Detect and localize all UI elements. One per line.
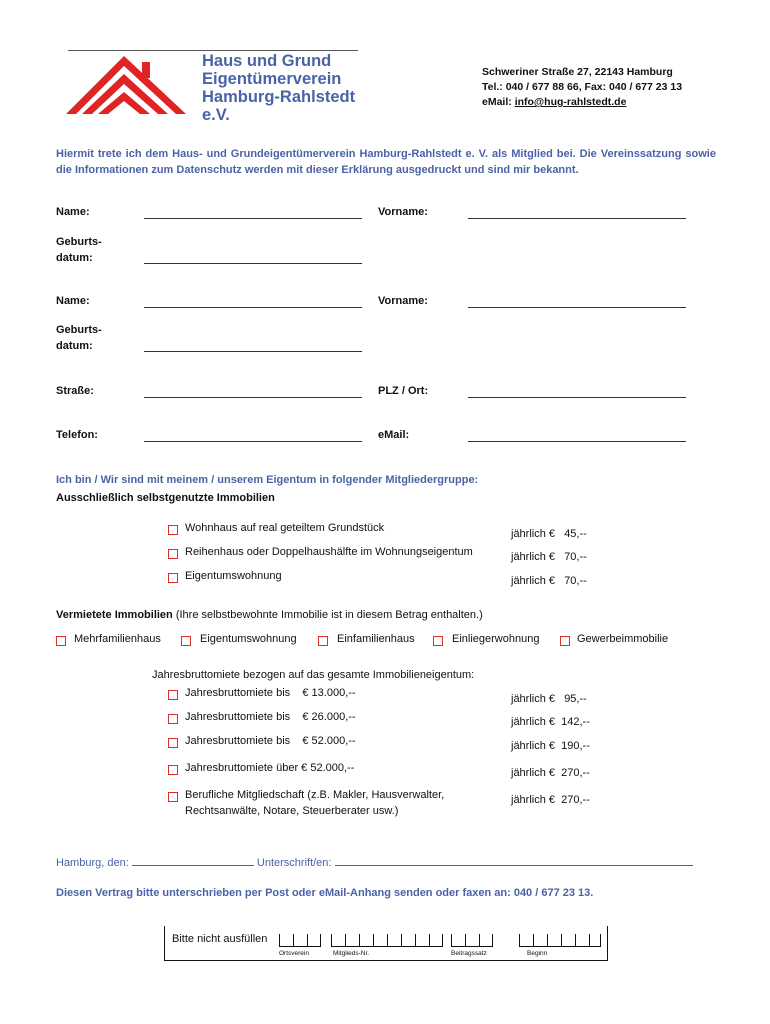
option-eigentumswohnung-label: Eigentumswohnung <box>185 570 282 582</box>
signature-row <box>56 857 693 869</box>
signature-input[interactable] <box>335 865 693 866</box>
beginn-cells <box>519 932 601 947</box>
rented-heading <box>56 609 483 621</box>
name-label-1: Name: <box>56 206 90 218</box>
office-use-box <box>164 926 608 961</box>
mitglieds-nr-cells <box>331 932 443 947</box>
checkbox-rent-26000[interactable] <box>168 714 178 724</box>
logo <box>62 46 362 124</box>
email-link[interactable]: info@hug-rahlstedt.de <box>514 96 627 108</box>
geburtsdatum-label-2a: Geburts- <box>56 324 102 336</box>
address-email-row <box>482 95 682 110</box>
email-label-field: eMail: <box>378 429 410 441</box>
place-date-label: Hamburg, den: <box>56 857 132 869</box>
rent-52000-price: jährlich € 190,-- <box>511 740 590 752</box>
vorname-input-1[interactable] <box>468 218 686 219</box>
house-roof-icon <box>64 54 189 116</box>
logo-text <box>202 52 362 124</box>
option-reihenhaus-label: Reihenhaus oder Doppelhaushälfte im Wohnungseigentum <box>185 546 473 558</box>
geburtsdatum-label-1a: Geburts- <box>56 236 102 248</box>
checkbox-einfamilienhaus[interactable] <box>318 636 328 646</box>
strasse-label: Straße: <box>56 385 94 397</box>
option-wohnhaus-label: Wohnhaus auf real geteiltem Grundstück <box>185 522 385 534</box>
vorname-label-2: Vorname: <box>378 295 428 307</box>
plz-ort-label: PLZ / Ort: <box>378 385 429 397</box>
beginn-caption: Beginn <box>527 950 548 957</box>
checkbox-professional[interactable] <box>168 792 178 802</box>
checkbox-reihenhaus[interactable] <box>168 549 178 559</box>
checkbox-rent-over-52000[interactable] <box>168 765 178 775</box>
signature-label: Unterschrift/en: <box>253 857 335 869</box>
geburtsdatum-label-1b: datum: <box>56 252 93 264</box>
address-street: Schweriner Straße 27, 22143 Hamburg <box>482 66 673 78</box>
plz-ort-input[interactable] <box>468 397 686 398</box>
name-label-2: Name: <box>56 295 90 307</box>
option-eigentumswohnung-price: jährlich € 70,-- <box>511 575 587 587</box>
professional-label-1: Berufliche Mitgliedschaft (z.B. Makler, Hausverwalter, <box>185 789 445 801</box>
logo-line-1: Haus und Grund <box>202 52 332 70</box>
logo-line-3: Hamburg-Rahlstedt e.V. <box>202 88 356 124</box>
rent-13000-label: Jahresbruttomiete bis € 13.000,-- <box>185 687 356 699</box>
beitragssatz-caption: Beitragssatz <box>451 950 487 957</box>
mitglieds-nr-caption: Mitglieds-Nr. <box>333 950 370 957</box>
address-block <box>482 65 682 110</box>
professional-label-2: Rechtsanwälte, Notare, Steuerberater usw.) <box>185 805 399 817</box>
checkbox-wohnhaus[interactable] <box>168 525 178 535</box>
self-used-heading: Ausschließlich selbstgenutzte Immobilien <box>56 492 275 504</box>
type-eigentumswohnung: Eigentumswohnung <box>200 633 297 645</box>
geburtsdatum-input-1[interactable] <box>144 263 362 264</box>
rented-heading-rest: (Ihre selbstbewohnte Immobilie ist in diesem Betrag enthalten.) <box>172 609 483 621</box>
email-label: eMail: <box>482 96 515 108</box>
name-input-1[interactable] <box>144 218 362 219</box>
type-einfamilienhaus: Einfamilienhaus <box>337 633 415 645</box>
vorname-input-2[interactable] <box>468 307 686 308</box>
place-date-input[interactable] <box>132 865 254 866</box>
rent-over-52000-price: jährlich € 270,-- <box>511 767 590 779</box>
checkbox-eigentumswohnung[interactable] <box>168 573 178 583</box>
rent-heading: Jahresbruttomiete bezogen auf das gesamte Immobilieneigentum: <box>152 669 475 681</box>
name-input-2[interactable] <box>144 307 362 308</box>
type-mehrfamilienhaus: Mehrfamilienhaus <box>74 633 161 645</box>
rent-over-52000-label: Jahresbruttomiete über € 52.000,-- <box>185 762 355 774</box>
telefon-label: Telefon: <box>56 429 98 441</box>
checkbox-einliegerwohnung[interactable] <box>433 636 443 646</box>
checkbox-rent-13000[interactable] <box>168 690 178 700</box>
beitragssatz-cells <box>451 932 493 947</box>
logo-line-2: Eigentümerverein <box>202 70 342 88</box>
vorname-label-1: Vorname: <box>378 206 428 218</box>
office-use-label: Bitte nicht ausfüllen <box>172 933 268 945</box>
ortsverein-cells <box>279 932 321 947</box>
rented-heading-bold: Vermietete Immobilien <box>56 609 173 621</box>
rent-26000-price: jährlich € 142,-- <box>511 716 590 728</box>
logo-top-line <box>68 50 358 51</box>
option-reihenhaus-price: jährlich € 70,-- <box>511 551 587 563</box>
checkbox-gewerbeimmobilie[interactable] <box>560 636 570 646</box>
intro-text: Hiermit trete ich dem Haus- und Grundeigentümerverein Hamburg-Rahlstedt e. V. als Mitglied bei. Die Vereinssatzung sowie die Informationen zum Datenschutz werden mit dieser Erklärung ausgedruckt und sind mir bekannt. <box>56 148 716 176</box>
geburtsdatum-label-2b: datum: <box>56 340 93 352</box>
checkbox-mehrfamilienhaus[interactable] <box>56 636 66 646</box>
ortsverein-caption: Ortsverein <box>279 950 309 957</box>
checkbox-type-eigentumswohnung[interactable] <box>181 636 191 646</box>
footer-note: Diesen Vertrag bitte unterschrieben per Post oder eMail-Anhang senden oder faxen an: 040 / 677 23 13. <box>56 887 594 899</box>
email-input[interactable] <box>468 441 686 442</box>
checkbox-rent-52000[interactable] <box>168 738 178 748</box>
type-einliegerwohnung: Einliegerwohnung <box>452 633 540 645</box>
strasse-input[interactable] <box>144 397 362 398</box>
rent-13000-price: jährlich € 95,-- <box>511 693 587 705</box>
telefon-input[interactable] <box>144 441 362 442</box>
type-gewerbeimmobilie: Gewerbeimmobilie <box>577 633 669 645</box>
professional-price: jährlich € 270,-- <box>511 794 590 806</box>
group-heading: Ich bin / Wir sind mit meinem / unserem Eigentum in folgender Mitgliedergruppe: <box>56 474 479 486</box>
geburtsdatum-input-2[interactable] <box>144 351 362 352</box>
option-wohnhaus-price: jährlich € 45,-- <box>511 528 587 540</box>
address-phone: Tel.: 040 / 677 88 66, Fax: 040 / 677 23 13 <box>482 81 683 93</box>
rent-26000-label: Jahresbruttomiete bis € 26.000,-- <box>185 711 356 723</box>
rent-52000-label: Jahresbruttomiete bis € 52.000,-- <box>185 735 356 747</box>
